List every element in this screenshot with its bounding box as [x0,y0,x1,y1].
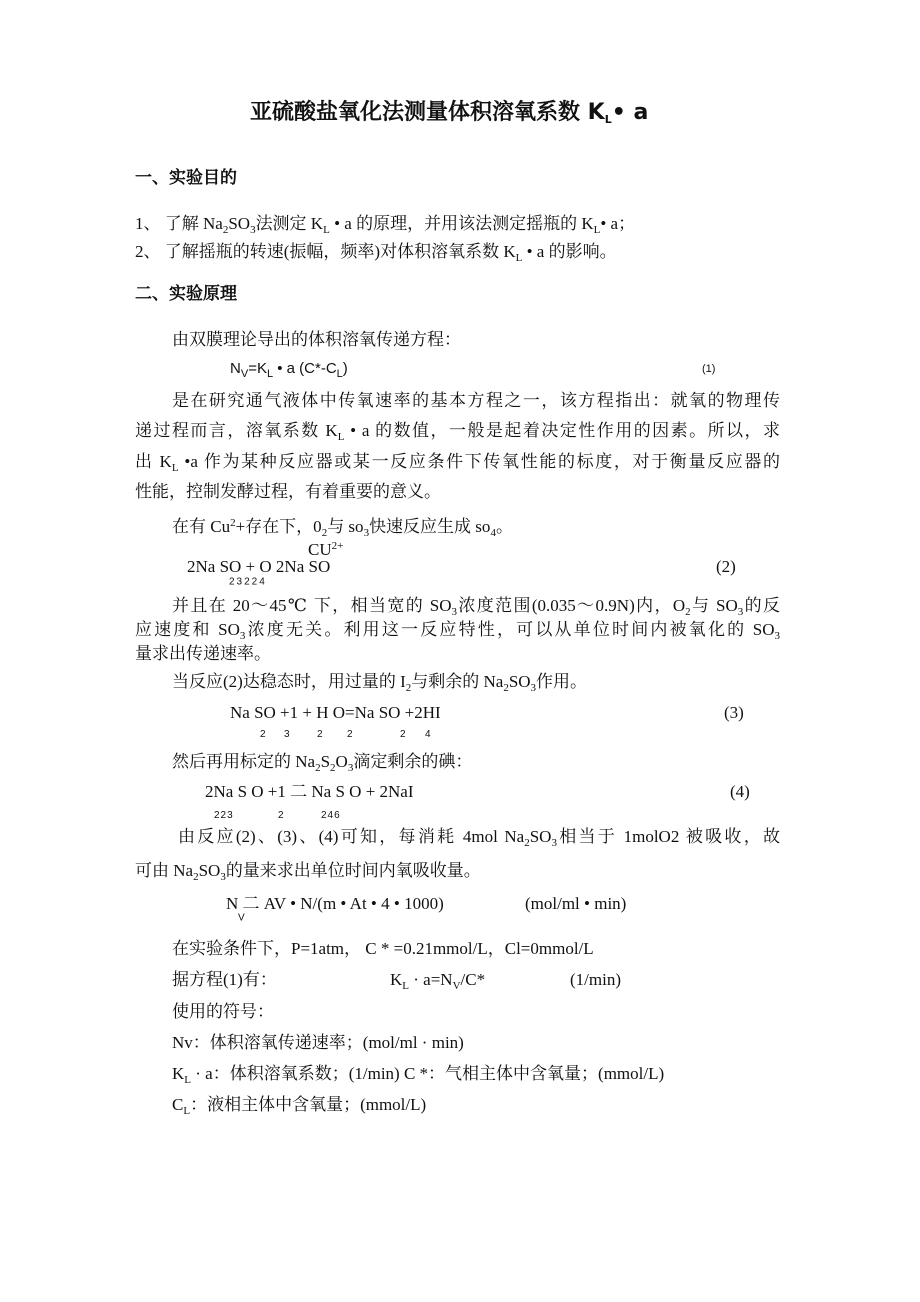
supscript: 2 [230,517,236,529]
supscript: 2+ [331,540,344,552]
equation-2: 2Na SO + O 2Na SO [187,557,331,576]
text-run: S [320,752,331,771]
text-run: 浓度范围(0.035～0.9N)内，O [457,596,686,615]
text-run: ) [342,360,348,377]
subscript: 2 [317,729,323,740]
text-run: =K [248,360,267,377]
text-run: 可由 Na [135,861,194,880]
paragraph [172,516,513,538]
text-run: 的反 [743,596,780,615]
subscript: 2 [278,810,285,821]
text-run: • a 的数值，一般是起着决定性作用的因素。所以，求 [344,421,781,440]
text-run: Nv：体积溶氧传递速率；(mol/ml · min) [172,1033,464,1052]
kla-equation [390,969,485,991]
text-run: 递过程而言，溶氧系数 K [135,421,338,440]
subscript: L [593,224,601,236]
text-run: N [230,360,241,377]
subscript: 246 [321,810,341,821]
subscript: L [604,113,612,126]
text-run: 作用。 [536,672,588,691]
text-run: 出 K [135,452,172,471]
text-run: 然后再用标定的 Na [172,752,316,771]
subscript: 2 [405,682,412,694]
subscript: L [323,224,330,236]
equation-5-units: (mol/ml • min) [525,894,627,913]
subscript: L [515,252,523,264]
subscript: 3 [737,606,744,618]
subscript: 2 [260,729,266,740]
text-run: 滴定剩余的碘： [353,752,473,771]
text-run: 2、 了解摇瓶的转速(振幅，频率)对体积溶氧系数 K [135,242,516,261]
text-run: 在有 Cu [172,517,231,536]
paragraph-line [172,390,780,412]
equation-1 [230,358,348,380]
text-run: 并且在 20～45℃ 下，相当宽的 SO [172,596,452,615]
text-run: SO [228,214,251,233]
symbol-definition [172,1094,426,1116]
section-heading-purpose: 一、实验目的 [135,168,237,188]
text-run: 与剩余的 Na [411,672,504,691]
text-run: 应速度和 SO [135,620,240,639]
subscript: 2 [503,682,509,694]
text-run: • a 的影响。 [522,242,617,261]
subscript: V [240,368,249,380]
subscript: 3 [451,606,457,618]
equation-4: 2Na S O +1 二 Na S O + 2NaI [205,782,414,801]
subscript: 3 [347,762,354,774]
subscript: 3 [551,837,557,849]
paragraph-line [172,595,780,617]
symbol-definition [172,1032,464,1054]
subscript: L [336,368,343,380]
text-run: 的量来求出单位时间内氧吸收量。 [225,861,481,880]
text-run: 量求出传递速率。 [135,644,271,663]
text-run: 相当于 1molO2 被吸收，故 [556,827,780,846]
paragraph-line [135,643,271,665]
subscript: 2 [347,729,353,740]
subscript: 4 [425,729,431,740]
subscript: 3 [220,871,226,883]
equation-number: (2) [716,557,736,576]
subscript: 3 [774,630,781,642]
text-run: +存在下，0 [235,517,322,536]
paragraph-label: 据方程(1)有： [172,970,277,989]
text-run: C [172,1095,184,1114]
subscript: L [183,1105,191,1117]
text-run: 法测定 K [255,214,324,233]
paragraph: 在实验条件下，P=1atm， C * =0.21mmol/L，Cl=0mmol/L [172,939,594,958]
subscript: 3 [363,527,370,539]
subscript: 3 [284,729,290,740]
subscript: 2 [315,762,321,774]
symbol-definition [172,1063,664,1085]
paragraph-line [135,860,481,882]
subscript: L [171,462,179,474]
subscript: 2 [330,762,336,774]
subscript: V [452,980,461,992]
text-run: • a； [600,214,636,233]
subscript: 2 [685,606,691,618]
text-run: 。 [495,517,513,536]
subscript: 2 [400,729,406,740]
subscript: 3 [530,682,537,694]
text-run: 与 SO [690,596,738,615]
text-run: 与 so [327,517,364,536]
equation-5: N 二 AV • N/(m • At • 4 • 1000) [226,894,444,913]
kla-units: (1/min) [570,970,621,989]
equation-5-subscript: V [238,912,247,924]
subscript: 2 [222,224,229,236]
text-run: 是在研究通气液体中传氧速率的基本方程之一，该方程指出：就氧的物理传 [172,391,780,410]
subscript: 223 [214,810,234,821]
text-run: 由反应(2)、(3)、(4)可知，每消耗 4mol Na [178,827,525,846]
equation-2-subscripts: 23224 [229,576,267,588]
text-run: •a 作为某种反应器或某一反应条件下传氧性能的标度，对于衡量反应器的 [178,452,780,471]
subscript: 4 [490,527,496,539]
subscript: 2 [193,871,199,883]
paragraph [172,751,472,773]
text-run: /C* [460,970,486,989]
subscript: 2 [321,527,328,539]
text-run: 快速反应生成 so [369,517,491,536]
text-run: ：液相主体中含氧量；(mmol/L) [190,1095,427,1114]
page-title [250,102,648,124]
section-heading-principle: 二、实验原理 [135,284,237,304]
paragraph-line [135,481,441,503]
symbols-heading: 使用的符号： [172,1002,274,1021]
text-run: 由双膜理论导出的体积溶氧传递方程： [172,330,461,349]
paragraph-line [135,619,780,641]
text-run: O [335,752,348,771]
subscript: L [266,368,274,380]
purpose-item-1 [135,213,635,235]
paragraph-line [135,451,780,473]
equation-number: (1) [702,363,716,375]
subscript: 3 [250,224,256,236]
text-run: K [390,970,403,989]
equation-number: (3) [724,703,744,722]
text-run: 亚硫酸盐氧化法测量体积溶氧系数 K [250,100,605,125]
text-run: CU [308,540,332,559]
text-run: 性能，控制发酵过程，有着重要的意义。 [135,482,441,501]
text-run: · a：体积溶氧系数；(1/min) C *：气相主体中含氧量；(mmol/L) [191,1064,665,1083]
text-run: SO [198,861,221,880]
paragraph-line [178,826,780,848]
paragraph [172,329,461,351]
subscript: L [184,1074,192,1086]
subscript: L [337,431,345,443]
equation-number: (4) [730,782,750,801]
text-run: K [172,1064,185,1083]
purpose-item-2 [135,241,617,263]
text-run: • a (C*-C [273,360,337,377]
subscript: 2 [524,837,530,849]
text-run: • a [611,100,649,125]
text-run: 当反应(2)达稳态时，用过量的 I [172,672,406,691]
text-run: • a 的原理，并用该法测定摇瓶的 K [329,214,594,233]
paragraph [172,671,587,693]
text-run: 浓度无关。利用这一反应特性，可以从单位时间内被氧化的 SO [245,620,775,639]
text-run: · a=N [409,970,453,989]
text-run: 1、 了解 Na [135,214,223,233]
text-run: SO [508,672,531,691]
paragraph-line [135,420,780,442]
equation-3: Na SO +1 + H O=Na SO +2HI [230,703,441,722]
subscript: 3 [239,630,246,642]
text-run: SO [529,827,552,846]
subscript: L [402,980,410,992]
